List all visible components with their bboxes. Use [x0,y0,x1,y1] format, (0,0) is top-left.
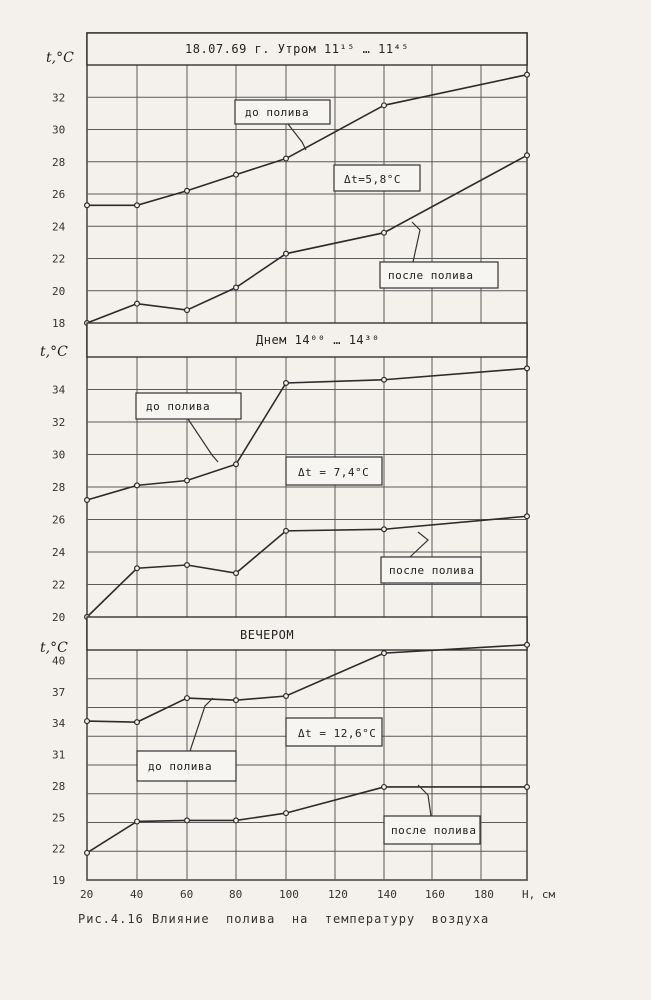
series-label: после полива [391,824,477,837]
series-label-leader [188,419,218,462]
x-tick-label: 20 [80,888,94,901]
y-tick-label: 20 [52,284,66,298]
data-point [85,498,90,503]
x-axis-label: Н, см [522,888,556,901]
x-tick-label: 140 [377,888,397,901]
x-tick-label: 120 [328,888,348,901]
series-label-leader [410,532,428,557]
x-tick-label: 180 [474,888,494,901]
data-point [284,528,289,533]
y-axis-label: t,°C [40,640,68,656]
figure-caption: Рис.4.16 Влияние полива на температуру воздуха [78,912,490,926]
y-tick-label: 22 [52,842,66,856]
data-point [234,172,239,177]
data-point [135,720,140,725]
y-tick-label: 28 [52,779,66,793]
y-axis-label: t,°C [46,50,74,66]
data-point [382,651,387,656]
data-point [284,156,289,161]
data-point [185,188,190,193]
data-point [525,366,530,371]
y-tick-label: 19 [52,874,66,887]
series-label: после полива [389,564,475,577]
series-label: до полива [146,400,211,413]
y-tick-label: 24 [52,220,66,234]
series-label: до полива [148,760,213,773]
y-tick-label: 30 [52,448,66,462]
panel-title: 18.07.69 г. Утром 11¹⁵ … 11⁴⁵ [185,42,410,56]
series-label-leader [412,222,420,262]
series-line [87,75,527,206]
x-tick-label: 60 [180,888,194,901]
data-point [185,308,190,313]
data-point [135,819,140,824]
x-tick-label: 160 [425,888,445,901]
y-tick-label: 26 [52,188,66,201]
series-line [87,645,527,722]
data-point [525,72,530,77]
y-tick-label: 24 [52,546,66,559]
data-point [185,478,190,483]
data-point [382,527,387,532]
x-tick-label: 40 [130,888,144,901]
y-tick-label: 28 [52,155,66,169]
panel-title: ВЕЧЕРОМ [240,628,295,642]
data-point [382,230,387,235]
data-point [525,514,530,519]
y-tick-label: 32 [52,91,66,105]
y-tick-label: 31 [52,748,66,762]
y-tick-label: 22 [52,252,66,266]
data-point [135,203,140,208]
series-label-leader [288,124,306,150]
data-point [382,785,387,790]
delta-annotation: Δt = 12,6°C [298,727,377,740]
y-tick-label: 32 [52,416,66,429]
data-point [135,566,140,571]
data-point [234,285,239,290]
data-point [284,251,289,256]
data-point [85,850,90,855]
data-point [525,153,530,158]
data-point [234,571,239,576]
y-tick-label: 37 [52,685,66,699]
series-line [87,155,527,323]
delta-annotation: Δt = 7,4°C [298,466,370,479]
y-tick-label: 25 [52,811,66,825]
x-tick-label: 100 [279,888,299,901]
y-tick-label: 20 [52,611,66,624]
data-point [525,785,530,790]
y-tick-label: 28 [52,481,66,494]
series-label: после полива [388,269,474,282]
data-point [185,818,190,823]
y-axis-label: t,°C [40,344,68,360]
y-tick-label: 26 [52,513,66,527]
data-point [185,563,190,568]
y-tick-label: 30 [52,123,66,137]
data-point [382,103,387,108]
data-point [185,696,190,701]
data-point [85,203,90,208]
data-point [234,698,239,703]
data-point [234,818,239,823]
data-point [284,811,289,816]
data-point [85,719,90,724]
data-point [525,642,530,647]
data-point [135,301,140,306]
y-tick-label: 40 [52,654,66,668]
series-label: до полива [245,106,310,119]
data-point [284,694,289,699]
data-point [382,377,387,382]
data-point [234,462,239,467]
y-tick-label: 34 [52,383,66,397]
series-label-leader [418,785,431,816]
panel-title: Днем 14⁰⁰ … 14³⁰ [256,333,380,347]
delta-annotation: Δt=5,8°C [344,173,401,186]
data-point [284,381,289,386]
series-label-leader [190,698,213,751]
data-point [135,483,140,488]
panel-title-strip [87,617,527,650]
y-tick-label: 18 [52,317,66,330]
y-tick-label: 34 [52,717,66,731]
x-tick-label: 80 [229,888,243,901]
y-tick-label: 22 [52,578,66,592]
